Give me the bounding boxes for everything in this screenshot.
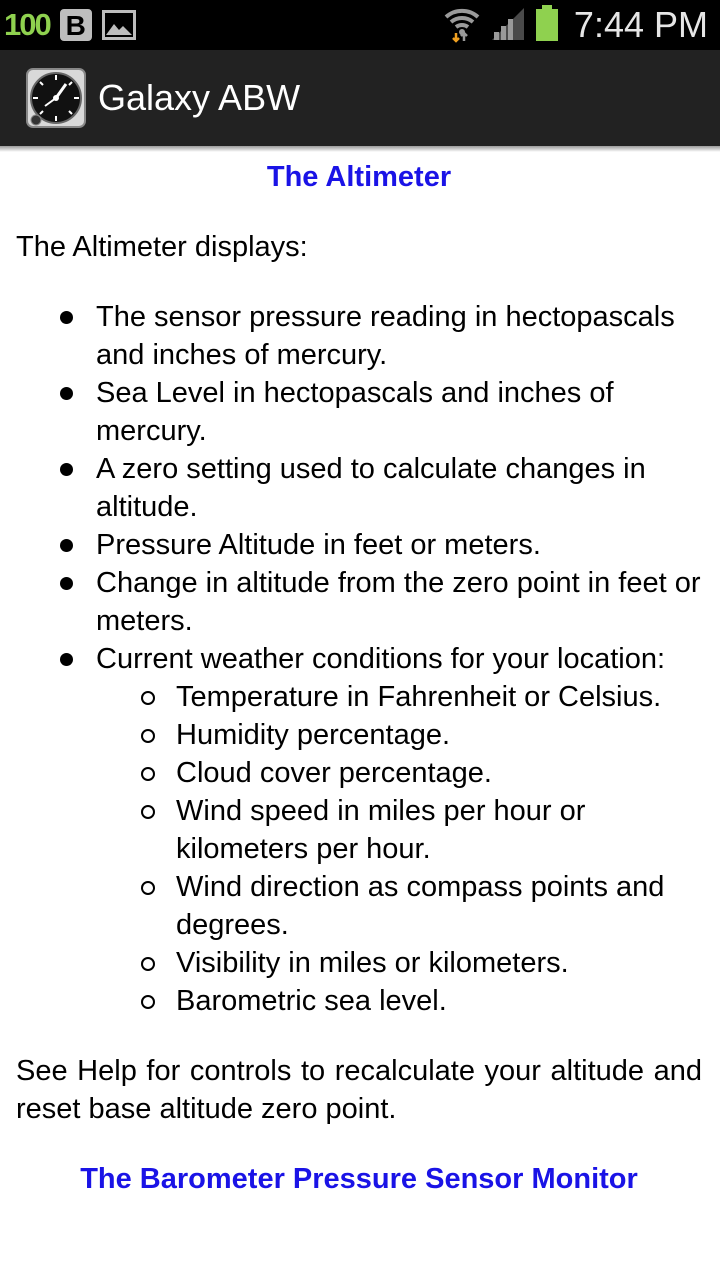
bullet-icon bbox=[60, 653, 73, 666]
list-item bbox=[96, 374, 702, 450]
sub-list-item bbox=[176, 982, 702, 1020]
section-heading-barometer[interactable]: The Barometer Pressure Sensor Monitor bbox=[80, 1163, 638, 1195]
hollow-bullet-icon bbox=[141, 881, 155, 895]
action-bar bbox=[0, 50, 720, 146]
hollow-bullet-icon bbox=[141, 691, 155, 705]
clock: 7:44 PM bbox=[573, 4, 708, 45]
hollow-bullet-icon bbox=[141, 729, 155, 743]
list-item-text: Sea Level in hectopascals and inches of mercury. bbox=[96, 377, 614, 447]
sub-list-item-text: Visibility in miles or kilometers. bbox=[176, 947, 569, 979]
sub-list-item bbox=[176, 868, 702, 944]
list-item bbox=[96, 564, 702, 640]
sub-list-item bbox=[176, 678, 702, 716]
list-item bbox=[96, 526, 702, 564]
sub-list-item-text: Temperature in Fahrenheit or Celsius. bbox=[176, 681, 662, 713]
sub-list-item-text: Barometric sea level. bbox=[176, 985, 447, 1017]
feature-list bbox=[16, 298, 702, 1020]
list-item-text: Change in altitude from the zero point in feet or meters. bbox=[96, 567, 701, 637]
status-bar-notifications bbox=[4, 6, 136, 44]
list-item-text: A zero setting used to calculate changes in altitude. bbox=[96, 453, 646, 523]
status-bar-system bbox=[442, 4, 708, 46]
sub-list-item-text: Cloud cover percentage. bbox=[176, 757, 492, 789]
bullet-icon bbox=[60, 539, 73, 552]
hollow-bullet-icon bbox=[141, 995, 155, 1009]
list-item bbox=[96, 640, 702, 1020]
status-bar bbox=[0, 0, 720, 50]
signal-icon bbox=[490, 4, 526, 47]
sub-list-item bbox=[176, 716, 702, 754]
sub-list-item-text: Wind speed in miles per hour or kilometers per hour. bbox=[176, 795, 586, 865]
list-item-text: Pressure Altitude in feet or meters. bbox=[96, 529, 541, 561]
bullet-icon bbox=[60, 311, 73, 324]
bullet-icon bbox=[60, 463, 73, 476]
intro-text: The Altimeter displays: bbox=[16, 231, 308, 263]
list-item-text: Current weather conditions for your location: bbox=[96, 643, 666, 675]
list-item bbox=[96, 450, 702, 526]
help-content[interactable] bbox=[16, 152, 702, 1198]
sub-list-item-text: Wind direction as compass points and degrees. bbox=[176, 871, 665, 941]
sub-list-item bbox=[176, 944, 702, 982]
section-heading-altimeter[interactable]: The Altimeter bbox=[266, 161, 452, 193]
battery-level-text: 100 bbox=[4, 7, 50, 42]
bullet-icon bbox=[60, 387, 73, 400]
help-paragraph: See Help for controls to recalculate your altitude and reset base altitude zero point. bbox=[16, 1055, 702, 1125]
weather-sublist bbox=[96, 678, 702, 1020]
bullet-icon bbox=[60, 577, 73, 590]
hollow-bullet-icon bbox=[141, 767, 155, 781]
wifi-icon bbox=[442, 3, 482, 48]
list-item bbox=[96, 298, 702, 374]
image-notification-icon bbox=[102, 10, 136, 40]
b-notification-icon: B bbox=[60, 9, 92, 41]
battery-icon bbox=[534, 4, 560, 47]
altimeter-app-icon[interactable] bbox=[26, 68, 86, 128]
hollow-bullet-icon bbox=[141, 957, 155, 971]
sub-list-item bbox=[176, 754, 702, 792]
list-item-text: The sensor pressure reading in hectopascals and inches of mercury. bbox=[96, 301, 675, 371]
sub-list-item bbox=[176, 792, 702, 868]
sub-list-item-text: Humidity percentage. bbox=[176, 719, 451, 751]
app-title: Galaxy ABW bbox=[98, 77, 301, 118]
hollow-bullet-icon bbox=[141, 805, 155, 819]
